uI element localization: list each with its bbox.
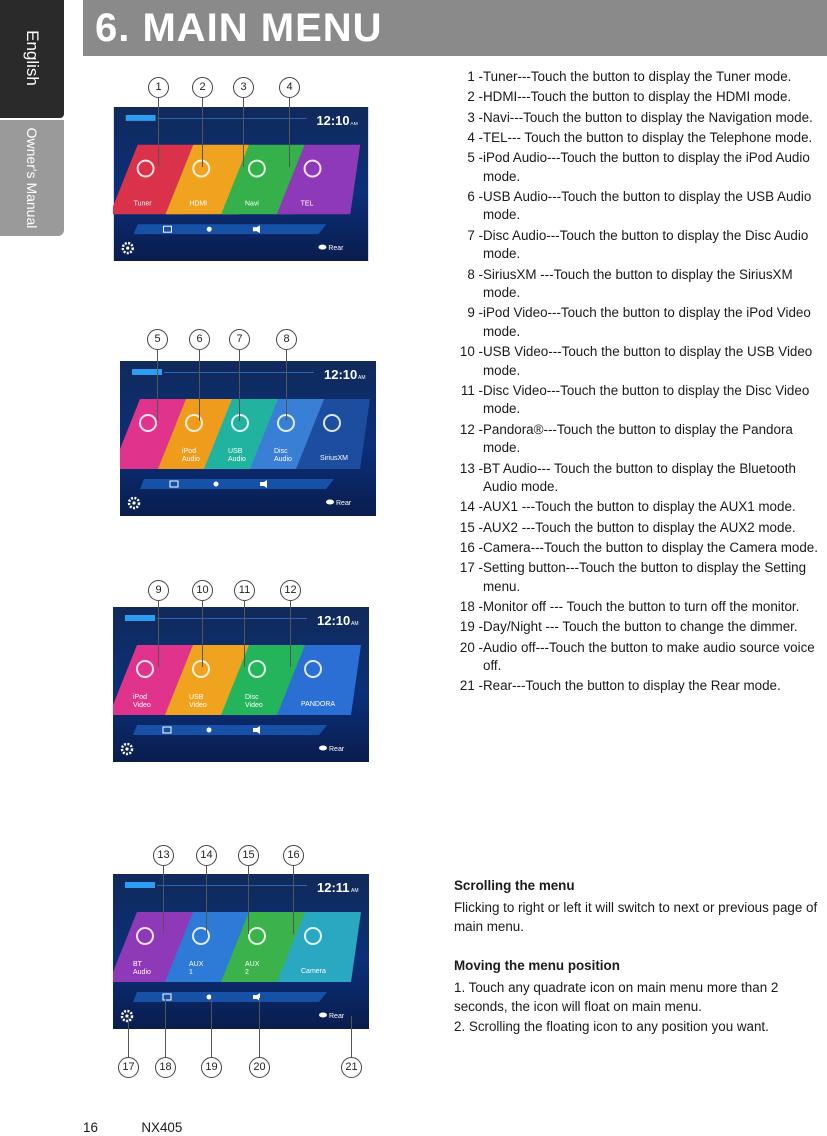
description-item (454, 639, 826, 676)
head-unit-screen (113, 874, 369, 1029)
callout-number: 1 (148, 77, 169, 98)
model-name: NX405 (141, 1120, 183, 1135)
moving-step-1: 1. Touch any quadrate icon on main menu more than 2 seconds, the icon will float on main menu. (454, 980, 779, 1014)
main-menu-screenshot (120, 361, 376, 516)
day-night-icon (207, 227, 212, 232)
language-tab (0, 0, 64, 118)
tile-label: USB (189, 694, 204, 701)
scrolling-heading: Scrolling the menu (454, 878, 575, 893)
item-number: 14 - (459, 499, 483, 515)
callout-leader-line (202, 97, 203, 167)
description-item (454, 109, 826, 128)
item-number: 21 - (459, 678, 483, 694)
callout-leader-line (163, 865, 164, 934)
item-text: Audio off---Touch the button to make audio source voice off. (483, 639, 815, 674)
description-item (454, 68, 826, 87)
callout-leader-line (202, 600, 203, 667)
item-text: AUX2 ---Touch the button to display the AUX2 mode. (483, 519, 796, 535)
item-text: SiriusXM ---Touch the button to display the SiriusXM mode. (483, 266, 793, 301)
callout-leader-line (243, 97, 244, 167)
callout-number: 18 (155, 1057, 176, 1078)
tile-label: iPod (133, 694, 148, 701)
description-item (454, 266, 826, 303)
callout-number: 6 (189, 329, 210, 350)
callout-number: 10 (192, 580, 213, 601)
callout-number: 14 (196, 845, 217, 866)
description-item (454, 343, 826, 380)
head-unit-screen (120, 361, 376, 516)
manual-tab (0, 120, 64, 236)
callout-number: 3 (233, 77, 254, 98)
tile-label: Disc (245, 694, 259, 701)
item-text: Setting button---Touch the button to display the Setting menu. (483, 560, 807, 594)
callout-leader-line (128, 1016, 129, 1057)
callout-number: 12 (280, 580, 301, 601)
tile-label: 2 (245, 969, 249, 976)
description-item (454, 129, 826, 148)
item-text: USB Video---Touch the button to display the USB Video mode. (483, 344, 813, 378)
item-number: 2 - (467, 89, 483, 105)
tile-label: USB (228, 448, 243, 455)
description-item (454, 304, 826, 341)
page-footer (83, 1120, 182, 1135)
item-text: iPod Audio---Touch the button to display the iPod Audio mode. (483, 150, 810, 184)
callout-number: 11 (234, 580, 255, 601)
tile-label: AUX (245, 961, 260, 968)
item-number: 19 - (459, 619, 483, 635)
callout-leader-line (158, 600, 159, 667)
description-item (454, 227, 826, 264)
callout-number: 7 (229, 329, 250, 350)
head-unit-screen (113, 607, 369, 762)
callout-number: 17 (118, 1057, 139, 1078)
item-number: 13 - (459, 460, 483, 476)
callout-leader-line (351, 1016, 352, 1057)
item-text: Disc Audio---Touch the button to display the Disc Audio mode. (483, 227, 809, 262)
button-description-list (454, 68, 826, 698)
tile-label: AUX (189, 961, 204, 968)
description-item (454, 188, 826, 225)
item-text: Pandora®---Touch the button to display the Pandora mode. (483, 421, 793, 456)
callout-number: 5 (147, 329, 168, 350)
item-number: 16 - (459, 539, 483, 555)
clock-time: 12:10 (324, 367, 358, 382)
tile-label: Disc (274, 448, 288, 455)
description-item (454, 677, 826, 696)
description-item (454, 519, 826, 538)
callout-number: 19 (201, 1057, 222, 1078)
tile-label: Audio (182, 456, 200, 463)
item-number: 5 - (467, 150, 483, 166)
callout-number: 20 (249, 1057, 270, 1078)
tile-label: BT (133, 961, 142, 968)
clock-time: 12:10 (316, 112, 350, 128)
tile-label: Navi (244, 200, 259, 208)
rear-label: Rear (328, 245, 344, 253)
tile-label: Video (189, 702, 207, 709)
rear-icon (319, 1013, 327, 1018)
control-strip (140, 479, 334, 489)
tile-label: SiriusXM (320, 455, 349, 462)
item-number: 1 - (467, 69, 483, 84)
callout-leader-line (206, 865, 207, 934)
rear-icon (326, 500, 334, 505)
description-item (454, 421, 826, 458)
callout-leader-line (259, 998, 260, 1057)
tile-label: Tuner (133, 200, 152, 208)
day-night-icon (207, 728, 212, 733)
item-text: Camera---Touch the button to display the Camera mode. (483, 539, 818, 555)
tile-label: Audio (274, 456, 292, 463)
tile-label: Video (245, 702, 263, 709)
item-number: 18 - (459, 599, 483, 615)
rear-label: Rear (329, 746, 345, 753)
rear-label: Rear (336, 500, 352, 507)
item-text: iPod Video---Touch the button to display the iPod Video mode. (483, 305, 811, 339)
item-text: Monitor off --- Touch the button to turn off the monitor. (483, 599, 800, 615)
description-item (454, 539, 826, 558)
tile-label: Camera (301, 968, 326, 975)
clock-ampm: AM (351, 621, 359, 627)
callout-number: 21 (341, 1057, 362, 1078)
callout-number: 8 (276, 329, 297, 350)
callout-leader-line (157, 349, 158, 421)
clock-time: 12:10 (317, 613, 351, 628)
section-title-bar (83, 0, 827, 56)
item-number: 3 - (467, 109, 483, 125)
item-text: Day/Night --- Touch the button to change the dimmer. (483, 619, 798, 635)
main-menu-screenshot (113, 107, 369, 261)
rear-label: Rear (329, 1013, 345, 1020)
item-text: HDMI---Touch the button to display the HDMI mode. (483, 89, 792, 105)
item-text: Tuner---Touch the button to display the Tuner mode. (483, 69, 792, 84)
tile-label: HDMI (189, 200, 208, 208)
head-unit-screen (113, 107, 369, 261)
status-bar-indicator (126, 115, 156, 121)
callout-leader-line (244, 600, 245, 667)
callout-number: 13 (153, 845, 174, 866)
page-number: 16 (83, 1120, 98, 1135)
callout-leader-line (290, 600, 291, 667)
clock-time: 12:11 (317, 880, 350, 895)
tile-label: Video (133, 702, 151, 709)
tile-label: iPod (182, 448, 197, 455)
tile-label: PANDORA (301, 701, 336, 708)
item-number: 4 - (467, 129, 483, 145)
control-strip (134, 224, 327, 234)
language-tab-label: English (23, 30, 42, 86)
item-text: BT Audio--- Touch the button to display the Bluetooth Audio mode. (483, 460, 796, 495)
item-number: 15 - (459, 519, 483, 535)
item-number: 17 - (459, 560, 483, 576)
item-text: Rear---Touch the button to display the Rear mode. (483, 678, 781, 694)
rear-icon (319, 746, 327, 751)
clock-ampm: AM (351, 888, 359, 894)
callout-leader-line (158, 97, 159, 167)
description-item (454, 618, 826, 637)
callout-leader-line (286, 349, 287, 421)
moving-step-2: 2. Scrolling the floating icon to any position you want. (454, 1019, 769, 1034)
control-strip (133, 725, 327, 735)
main-menu-screenshot (113, 607, 369, 762)
rear-icon (318, 245, 326, 250)
day-night-icon (214, 482, 219, 487)
callout-leader-line (199, 349, 200, 421)
page-title: 6. MAIN MENU (95, 6, 383, 50)
item-text: AUX1 ---Touch the button to display the AUX1 mode. (483, 499, 796, 515)
callout-leader-line (239, 349, 240, 421)
clock-ampm: AM (358, 375, 366, 381)
tile-label: 1 (189, 969, 193, 976)
item-text: USB Audio---Touch the button to display the USB Audio mode. (483, 188, 812, 223)
callout-leader-line (165, 998, 166, 1057)
control-strip (133, 992, 327, 1002)
callout-number: 2 (192, 77, 213, 98)
item-number: 12 - (459, 421, 483, 437)
callout-leader-line (211, 996, 212, 1057)
callout-number: 16 (283, 845, 304, 866)
tile-label: Audio (228, 456, 246, 463)
callout-leader-line (293, 865, 294, 934)
item-text: Navi---Touch the button to display the Navigation mode. (483, 109, 813, 125)
item-text: Disc Video---Touch the button to display the Disc Video mode. (483, 382, 810, 417)
description-item (454, 598, 826, 617)
description-item (454, 460, 826, 497)
item-number: 8 - (467, 266, 483, 282)
item-text: TEL--- Touch the button to display the Telephone mode. (483, 129, 813, 145)
description-item (454, 498, 826, 517)
callout-number: 9 (148, 580, 169, 601)
manual-tab-label: Owner's Manual (24, 127, 40, 229)
item-number: 10 - (459, 344, 483, 360)
main-menu-screenshot (113, 874, 369, 1029)
item-number: 11 - (460, 382, 483, 398)
moving-heading: Moving the menu position (454, 958, 620, 973)
callout-number: 15 (238, 845, 259, 866)
callout-leader-line (289, 97, 290, 167)
callout-number: 4 (279, 77, 300, 98)
status-bar-indicator (125, 882, 155, 888)
tile-label: TEL (300, 200, 314, 208)
description-item (454, 88, 826, 107)
item-number: 20 - (459, 639, 483, 655)
callout-leader-line (248, 865, 249, 934)
clock-ampm: AM (350, 121, 358, 127)
item-number: 6 - (467, 188, 483, 204)
description-item (454, 382, 826, 419)
scrolling-text: Flicking to right or left it will switch to next or previous page of main menu. (454, 900, 818, 934)
description-item (454, 559, 826, 596)
item-number: 7 - (467, 227, 483, 243)
tile-label: Audio (133, 969, 151, 976)
item-number: 9 - (467, 305, 483, 321)
description-item (454, 149, 826, 186)
status-bar-indicator (125, 615, 155, 621)
